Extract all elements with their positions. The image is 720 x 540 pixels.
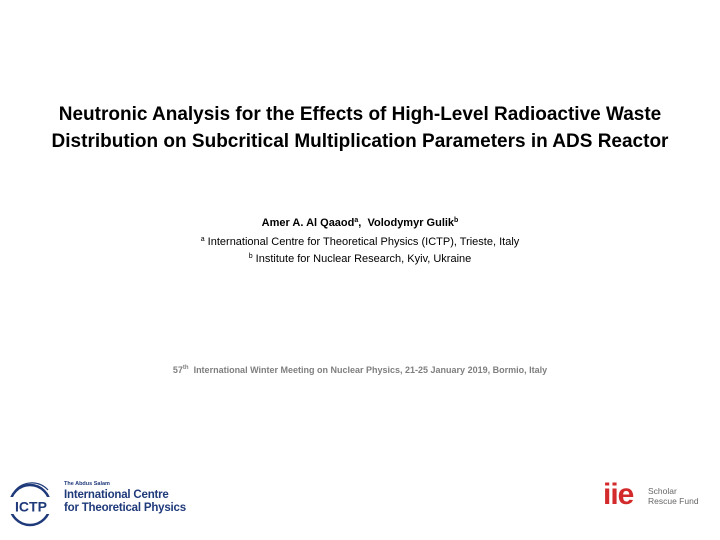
author-1: Amer A. Al Qaaod	[261, 217, 355, 229]
affiliation-b-mark: b	[248, 253, 253, 260]
affiliation-b-text: Institute for Nuclear Research, Kyiv, Ukraine	[252, 253, 472, 265]
ictp-mark-text: ICTP	[15, 498, 47, 515]
meeting-ordinal: th	[182, 365, 189, 371]
ictp-small-text: The Abdus Salam	[64, 481, 110, 487]
ictp-name-line-1: International Centre	[64, 489, 169, 501]
title-line-2: Distribution on Subcritical Multiplication Parameters in ADS Reactor	[51, 131, 669, 152]
author-1-affiliation-mark: a	[354, 217, 359, 224]
iie-mark: iie	[603, 478, 634, 511]
slide-title	[20, 101, 700, 155]
meeting-number: 57	[172, 365, 183, 375]
ictp-name	[64, 489, 186, 514]
title-line-1: Neutronic Analysis for the Effects of High-Level Radioactive Waste	[58, 104, 662, 125]
ictp-logo-mark	[8, 482, 56, 528]
iie-text	[648, 486, 699, 506]
author-2: Volodymyr Gulik	[367, 217, 455, 229]
ictp-name-line-2: for Theoretical Physics	[64, 501, 186, 514]
meeting-line	[0, 365, 720, 375]
authors	[0, 216, 720, 230]
affiliation-b	[0, 252, 720, 266]
iie-text-line-1: Scholar	[648, 486, 677, 496]
author-2-affiliation-mark: b	[454, 217, 459, 224]
affiliation-a	[0, 235, 720, 249]
affiliation-a-text: International Centre for Theoretical Physics (ICTP), Trieste, Italy	[204, 236, 520, 248]
meeting-text: International Winter Meeting on Nuclear Physics, 21-25 January 2019, Bormio, Italy	[188, 365, 548, 375]
author-separator: ,	[358, 217, 368, 229]
ictp-logo	[8, 478, 188, 530]
iie-text-line-2: Rescue Fund	[648, 496, 699, 506]
iie-logo	[600, 478, 715, 518]
affiliation-a-mark: a	[200, 236, 205, 243]
